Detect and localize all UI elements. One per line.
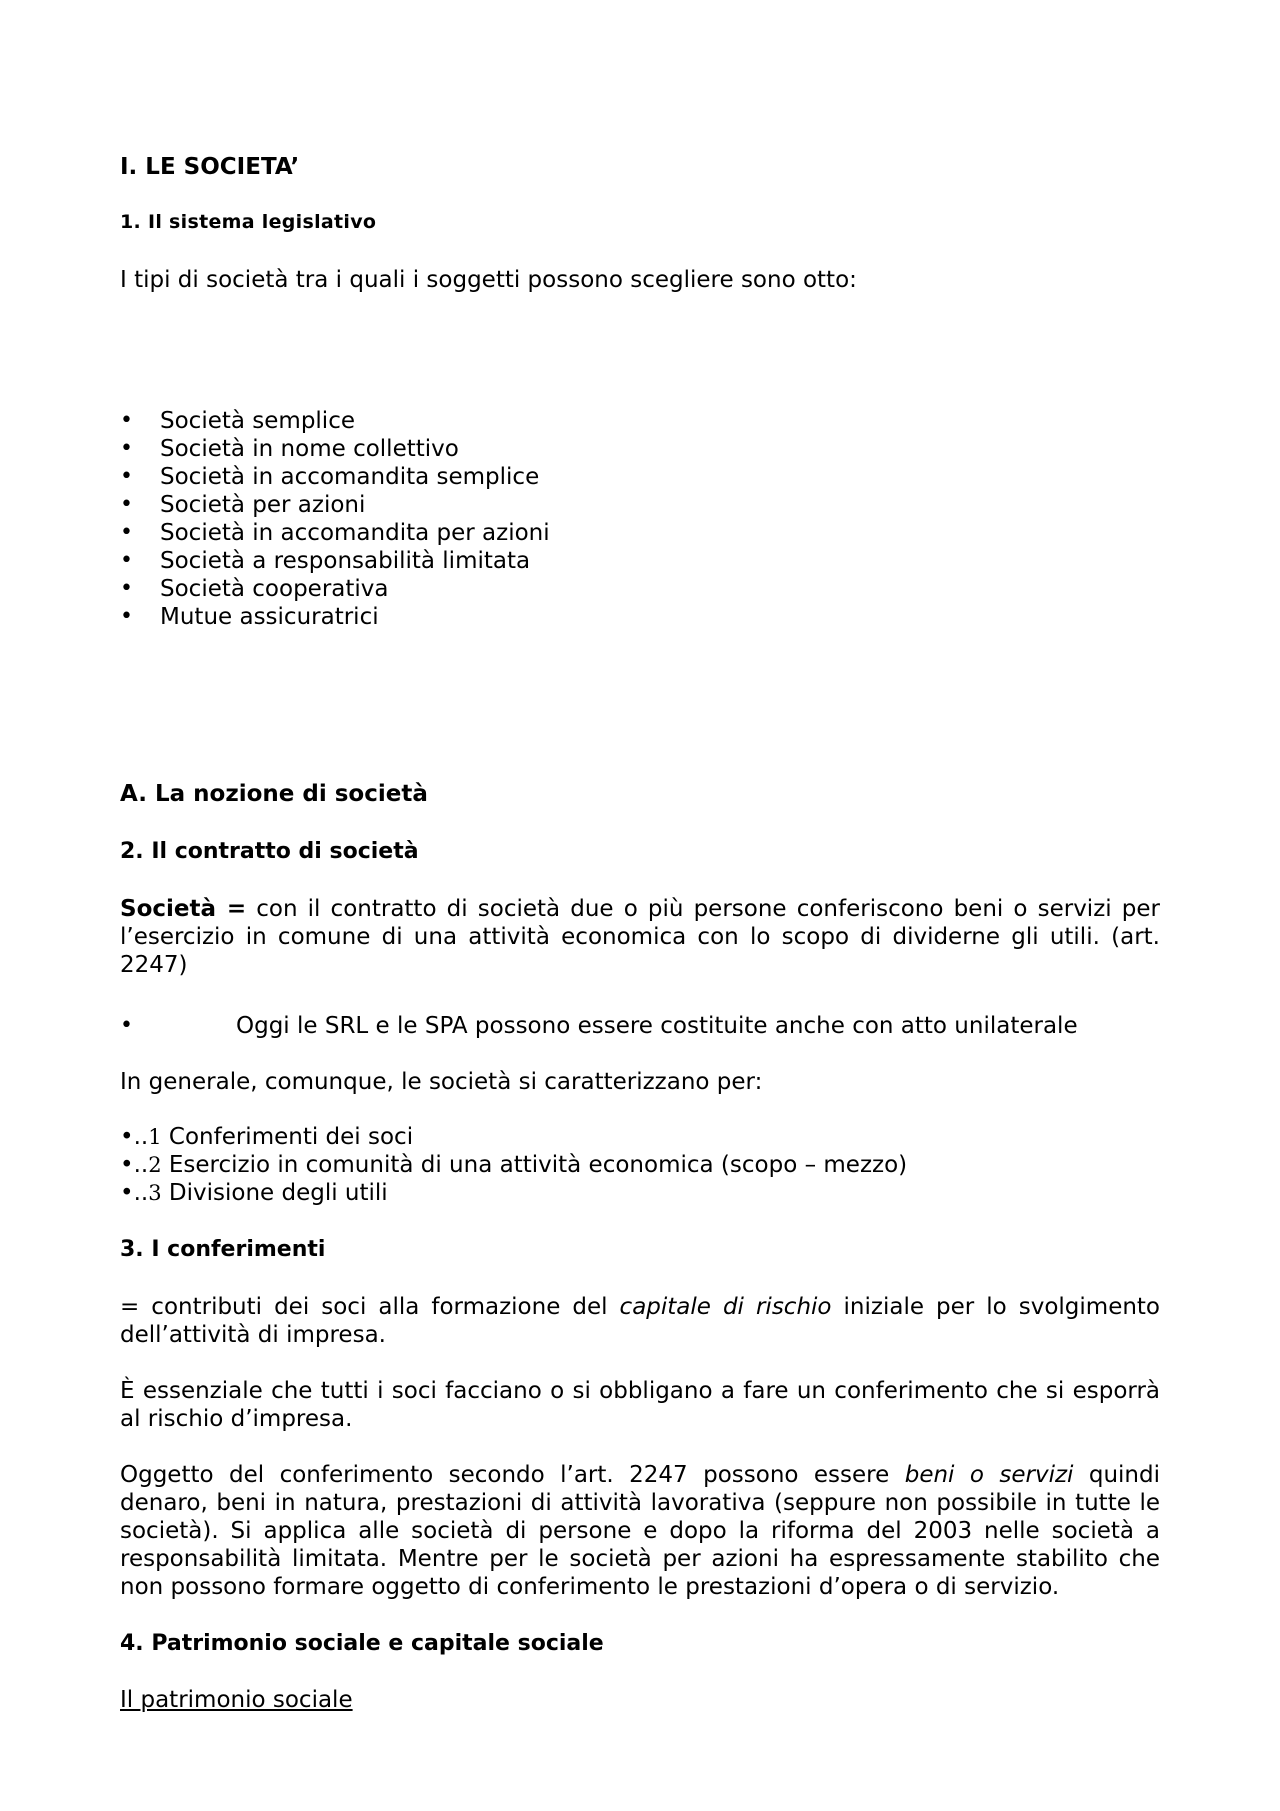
section-1-intro: I tipi di società tra i quali i soggetti possono scegliere sono otto: <box>120 267 857 293</box>
section-3-paragraph-2: È essenziale che tutti i soci facciano o si obbligano a fare un conferimento che si esporrà al rischio d’impresa. <box>120 1378 1160 1432</box>
list-item: •..1 Conferimenti dei soci <box>120 1124 414 1150</box>
definition-text: con il contratto di società due o più persone conferiscono beni o servizi per l’esercizio in comune di una attività economica con lo scopo di dividerne gli utili. (art. 2247) <box>120 896 1160 978</box>
section-4-heading: 4. Patrimonio sociale e capitale sociale <box>120 1631 604 1656</box>
section-2-heading: 2. Il contratto di società <box>120 839 419 864</box>
document-title: I. LE SOCIETA’ <box>120 154 300 180</box>
list-item: •..3 Divisione degli utili <box>120 1180 388 1206</box>
section-3-paragraph-1: = contributi dei soci alla formazione del capitale di rischio iniziale per lo svolgimento dell’attività di impresa. <box>120 1294 1161 1348</box>
definition-term: Società = <box>120 896 247 922</box>
section-3-paragraph-3: Oggetto del conferimento secondo l’art. 2247 possono essere beni o servizi quindi denaro, beni in natura, prestazioni di attività lavorativa (seppure non possibile in tutte le società). Si applica alle società di persone e dopo la riforma del 2003 nelle società a responsabilità limitata. Mentre per le società per azioni ha espressamente stabilito che non possono formare oggetto di conferimento le prestazioni d’opera o di servizio. <box>120 1462 1161 1600</box>
section-4-subheading: Il patrimonio sociale <box>120 1687 353 1713</box>
general-intro: In generale, comunque, le società si caratterizzano per: <box>120 1069 763 1095</box>
section-a-heading: A. La nozione di società <box>120 781 428 807</box>
note-text: Oggi le SRL e le SPA possono essere costituite anche con atto unilaterale <box>236 1013 1078 1039</box>
section-1-heading: 1. Il sistema legislativo <box>120 211 377 233</box>
list-item: •..2 Esercizio in comunità di una attività economica (scopo – mezzo) <box>120 1152 908 1178</box>
definition-paragraph <box>120 895 1160 979</box>
section-3-heading: 3. I conferimenti <box>120 1237 326 1262</box>
